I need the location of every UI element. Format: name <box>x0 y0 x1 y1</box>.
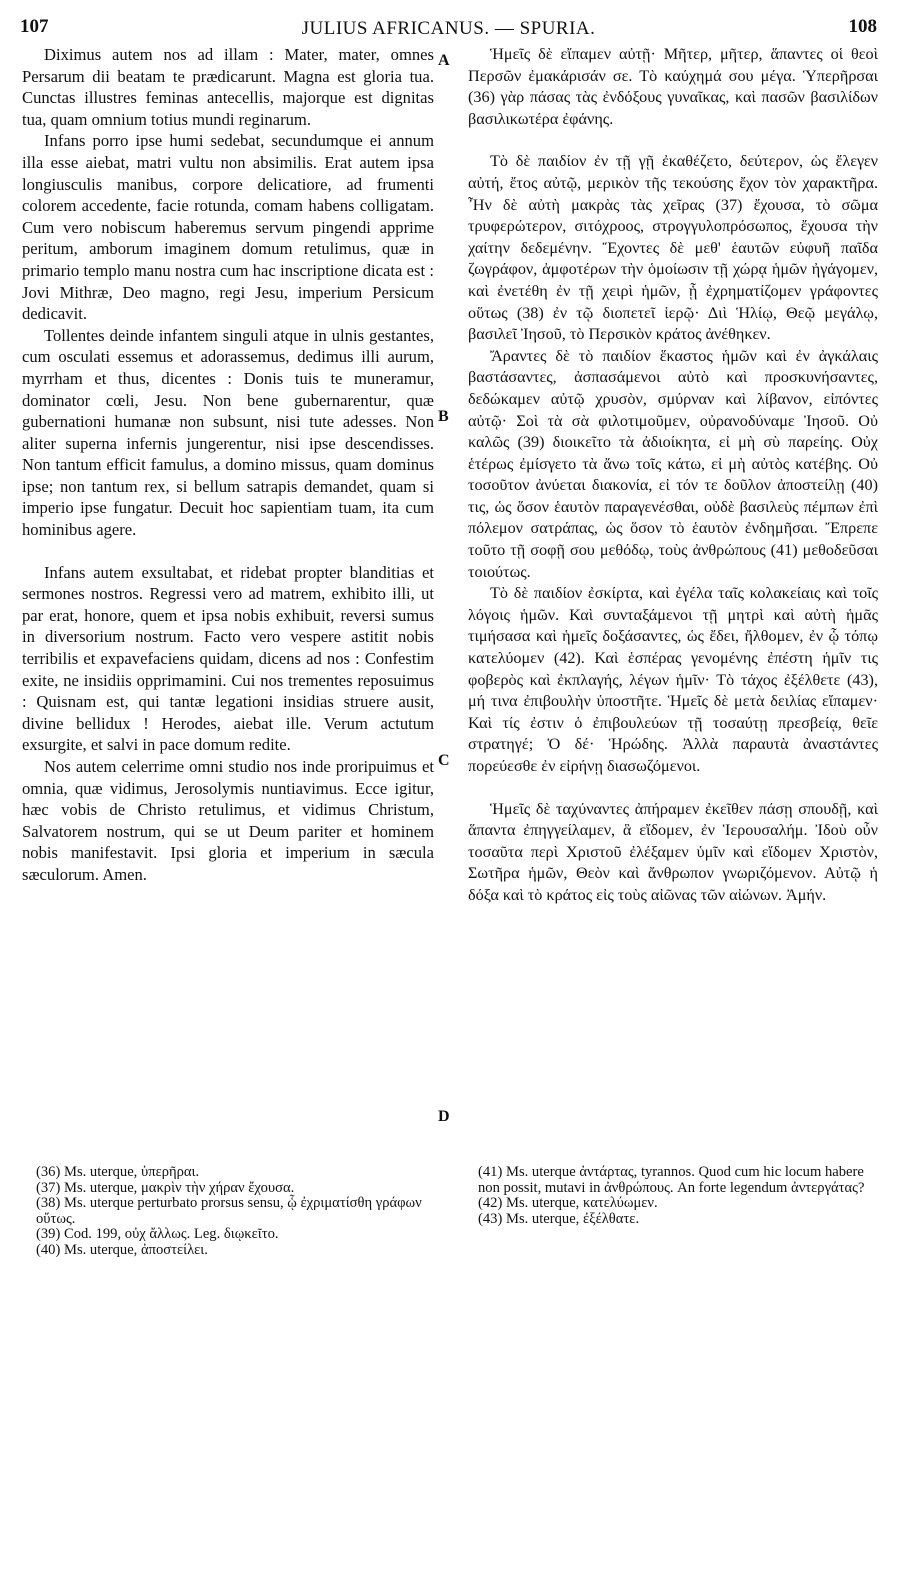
margin-marker-b: B <box>438 408 449 425</box>
greek-paragraph: Τὸ δὲ παιδίον ἐσκίρτα, καὶ ἐγέλα ταῖς κολακείαις καὶ τοῖς λόγοις ἡμῶν. Καὶ συνταξάμενοι τῇ μητρὶ καὶ αὐτὴ ἡμᾶς τιμήσασα καὶ ἡμεῖς δοξάσαντες, ὡς ἔδει, ἤλθομεν, ἐν ᾧ τόπῳ κατελύομεν (42). Καὶ ἑσπέρας γενομένης ἐπέστη ἡμῖν τις φοβερὸς καὶ ἐκπλαγής, λέγων ἡμῖν· Τὸ τάχος ἐξέλθετε (43), μή τινα ἐπιβουλὴν ὑποστῆτε. Ἡμεῖς δὲ μετὰ δειλίας εἴπαμεν· Καὶ τίς ἐστιν ὁ ἐπιβουλεύων τῇ τοσαύτῃ πρεσβείᾳ, θεῖε στρατηγέ; Ὁ δέ· Ἡρώδης. Ἀλλὰ παραυτὰ ἀναστάντες πορεύεσθε ἐν εἰρήνῃ διασωζόμενοι. <box>468 584 878 775</box>
margin-marker-c: C <box>438 752 450 769</box>
paragraph-gap <box>468 130 878 151</box>
footnote: (41) Ms. uterque ἀντάρτας, tyrannos. Quod cum hic locum habere non possit, mutavi in ἀνθρώπους. An forte legendum ἀντεργάτας? <box>478 1164 865 1196</box>
footnote: (38) Ms. uterque perturbato prorsus sensu, ᾧ ἐχριματίσθη γράφων οὕτως. <box>36 1195 422 1227</box>
footnotes-left <box>36 1165 436 1259</box>
paragraph-gap <box>468 778 878 799</box>
margin-marker-a: A <box>438 52 450 69</box>
running-title: JULIUS AFRICANUS. — SPURIA. <box>301 18 596 39</box>
footnote: (37) Ms. uterque, μακρὶν τὴν χήραν ἔχουσα. <box>36 1179 295 1196</box>
right-page-number: 108 <box>848 16 877 37</box>
greek-paragraph: Τὸ δὲ παιδίον ἐν τῇ γῇ ἐκαθέζετο, δεύτερον, ὡς ἔλεγεν αὐτή, ἔτος αὐτῷ, μερικὸν τῆς τεκούσης ἔχον τὸν χαρακτῆρα. Ἦν δὲ αὐτὴ μακρὰς τὰς χεῖρας (37) ἔχουσα, τὸ σῶμα τρυφερώτερον, σιτόχροος, στρογγυλοπρόσωπος, ἔχουσα τὴν χαίτην δεδεμένην. Ἔχοντες δὲ μεθ' ἑαυτῶν εὐφυῆ παῖδα ζωγράφον, ἀμφοτέρων τὴν ὁμοίωσιν τῇ χώρᾳ ἡμῶν ἠγάγομεν, καὶ ἐνετέθη ἐν τῇ χειρὶ ἡμῶν, ᾗ ἐχρηματίζομεν γράφοντες οὕτως (38) ἐν τῷ διοπετεῖ ἱερῷ· Διὶ Ἡλίῳ, Θεῷ μεγάλῳ, βασιλεῖ Ἰησοῦ, τὸ Περσικὸν κράτος ἀνέθηκεν. <box>468 152 878 344</box>
footnote: (39) Cod. 199, οὐχ ἄλλως. Leg. διῳκεῖτο. <box>36 1226 279 1243</box>
latin-paragraph: Infans autem exsultabat, et ridebat propter blanditias et sermones nostros. Regressi vero ad matrem, exhibito illi, ut par erat, honore, quem et ipsa nobis exhibuit, reversi sumus in diversorium nostrum. Facto vero vespere astitit nobis terribilis et expavefaciens quidam, dicens ad nos : Confestim exite, ne insidiis opprimamini. Cui nos trementes reposuimus : Quisnam est, qui tantæ legationi insidias struere ausit, divine bellidux ! Herodes, aiebat ille. Verum actutum exsurgite, et salvi in pace domum redite. <box>22 562 434 755</box>
paragraph-gap <box>22 541 434 562</box>
latin-paragraph: Diximus autem nos ad illam : Mater, mater, omnes Persarum dii beatam te prædicarunt. Magna est gloria tua. Cunctas illustres feminas antecellis, majorque est dignitas tua, quam omnium totius mundi reginarum. <box>22 45 434 129</box>
footnote: (40) Ms. uterque, ἀποστείλει. <box>36 1241 208 1258</box>
greek-paragraph: Ἄραντες δὲ τὸ παιδίον ἕκαστος ἡμῶν καὶ ἐν ἀγκάλαις βαστάσαντες, ἀσπασάμενοι αὐτὸ καὶ προσκυνήσαντες, δεδώκαμεν αὐτῷ χρυσὸν, σμύρναν καὶ λίβανον, εἰπόντες αὐτῷ· Σοὶ τὰ σὰ φιλοτιμοῦμεν, οὐρανοδύναμε Ἰησοῦ. Οὐ καλῶς (39) διοικεῖτο τὰ ἀδιοίκητα, εἰ μὴ σὺ παρείης. Οὐχ ἑτέρως ἐμίσγετο τὰ ἄνω τοῖς κάτω, εἰ μὴ αὐτὸς κατέβης. Οὐ τοσοῦτον ἀνύεται διακονία, εἰ τόν τε δοῦλον ἀποστείλῃ (40) τις, ὡς ὅσον ἑαυτὸν παραγενέσθαι, οὐδὲ βασιλεὺς πέμπων ἐπὶ πόλεμον σατράπας, ὡς ὅσον τὸ ἑαυτὸν ἐνδημῆσαι. Ἔπρεπε τοῦτο τῇ σοφῇ σου μεθόδῳ, τοὺς ἀνθρώπους (41) μεθοδεῦσαι τοιούτως. <box>468 346 878 581</box>
latin-column <box>22 44 434 886</box>
margin-marker-d: D <box>438 1108 450 1125</box>
footnote: (36) Ms. uterque, ὑπερῆραι. <box>36 1164 200 1180</box>
latin-paragraph: Tollentes deinde infantem singuli atque in ulnis gestantes, cum osculati essemus et adorassemus, dedimus illi aurum, myrrham et thus, dicentes : Donis tuis te muneramur, dominator cœli, Jesu. Non bene gubernarentur, quæ gubernationi humanæ non subsunt, nisi tute adesses. Non aliter superna infernis jungerentur, nisi ipse descendisses. Non tantum efficit famulus, a domino missus, quam dominus ipse; non tantum rex, si bellum satrapis demandet, quam si imperio ipse fungatur. Decuit hoc sapientiam tuam, ita cum hominibus agere. <box>22 325 434 540</box>
left-page-number: 107 <box>20 16 49 37</box>
greek-column <box>468 44 878 907</box>
greek-paragraph: Ἡμεῖς δὲ ταχύναντες ἀπήραμεν ἐκεῖθεν πάσῃ σπουδῇ, καὶ ἅπαντα ἐπηγγείλαμεν, ἃ εἴδομεν, ἐν Ἱερουσαλήμ. Ἰδοὺ οὖν τοσαῦτα περὶ Χριστοῦ ἐλέξαμεν ὑμῖν καὶ εἴδομεν Χριστὸν, Σωτῆρα ἡμῶν, Θεὸν καὶ ἄνθρωπον γνωριζόμενον. Αὐτῷ ἡ δόξα καὶ τὸ κράτος εἰς τοὺς αἰῶνας τῶν αἰώνων. Ἀμήν. <box>468 799 878 904</box>
footnotes-right <box>478 1165 883 1227</box>
greek-paragraph: Ἡμεῖς δὲ εἴπαμεν αὐτῇ· Μῆτερ, μῆτερ, ἅπαντες οἱ θεοὶ Περσῶν ἐμακάρισάν σε. Τὸ καύχημά σου μέγα. Ὑπερῆρσαι (36) γὰρ πάσας τὰς ἐνδόξους γυναῖκας, καὶ πασῶν βασιλίδων βασιλικωτέρα ἐφάνης. <box>468 45 878 128</box>
running-header <box>0 16 897 44</box>
latin-paragraph: Nos autem celerrime omni studio nos inde proripuimus et omnia, quæ vidimus, Jerosolymis nuntiavimus. Ecce igitur, hæc vobis de Christo retulimus, et vidimus Christum, Salvatorem nostrum, qui se ut Deum pariter et hominem nobis manifestavit. Ipsi gloria et imperium in sæcula sæculorum. Amen. <box>22 757 434 884</box>
footnote: (42) Ms. uterque, κατελύωμεν. <box>478 1195 658 1212</box>
latin-paragraph: Infans porro ipse humi sedebat, secundumque ei annum illa esse aiebat, matri vultu non absimilis. Erat autem ipsa longiusculis manibus, corpore delicatiore, ad frumenti colorem accedente, facie rotunda, comam habens colligatam. Cum vero nobiscum haberemus servum pingendi apprime peritum, amborum imaginem domum retulimus, quæ in primario templo manu nostra cum hac inscriptione dicata est : Jovi Mithræ, Deo magno, regi Jesu, imperium Persicum dedicavit. <box>22 131 434 324</box>
footnote: (43) Ms. uterque, ἐξέλθατε. <box>478 1210 640 1227</box>
